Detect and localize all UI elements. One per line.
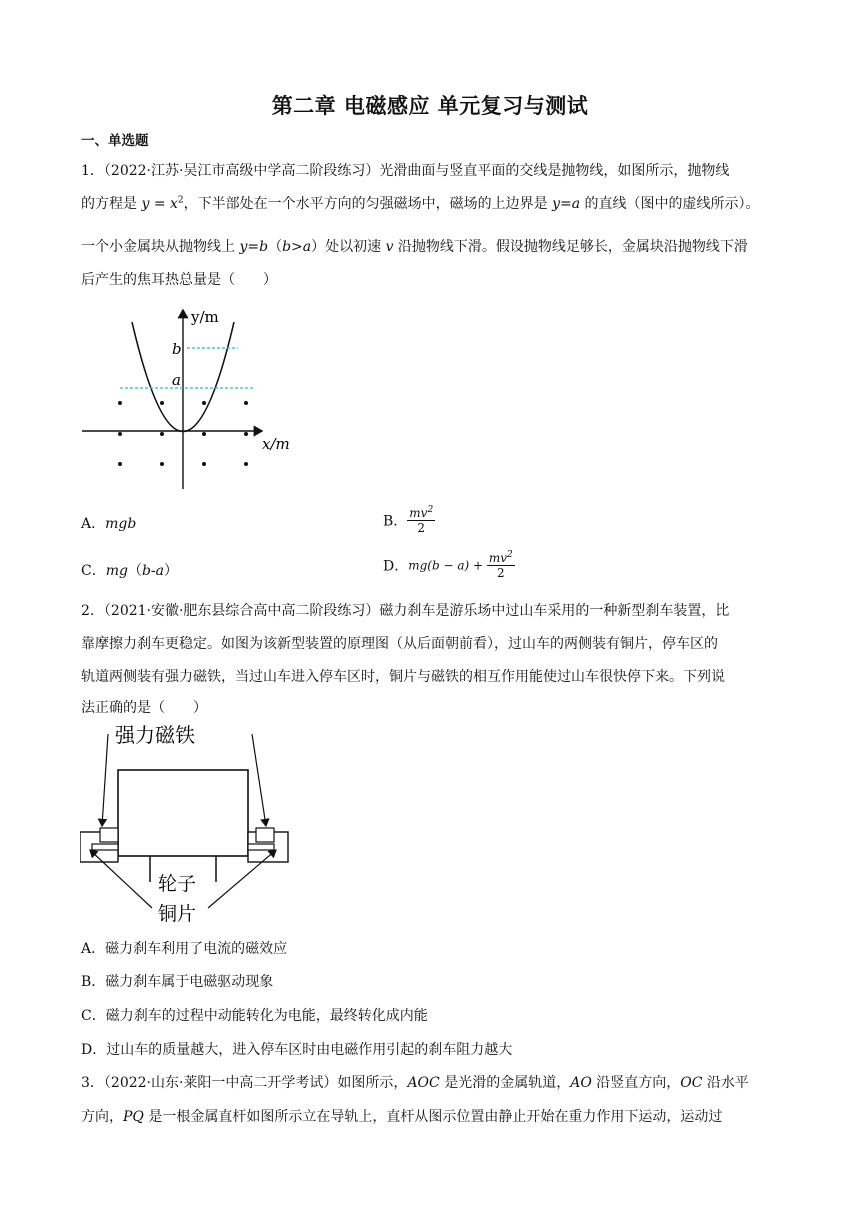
right-copper-plate	[248, 844, 274, 850]
q2-option-d: D．过山车的质量越大，进入停车区时由电磁作用引起的刹车阻力越大	[81, 1042, 513, 1058]
q1-line-2: 的方程是 $y = x^2$，下半部处在一个水平方向的匀强磁场中，磁场的上边界是 y=a 的直线（图中的虚线所示）。	[81, 195, 760, 212]
q2-option-b: B．磁力刹车属于电磁驱动现象	[81, 974, 274, 990]
car-body	[118, 770, 248, 856]
parabola-figure	[82, 304, 302, 494]
q1-line-4: 后产生的焦耳热总量是（ ）	[81, 272, 277, 288]
q2-line-3: 轨道两侧装有强力磁铁，当过山车进入停车区时，铜片与磁铁的相互作用能使过山车很快停下来。下列说	[81, 669, 725, 685]
q3-line-1: 3．（2022·山东·莱阳一中高二开学考试）如图所示，AOC 是光滑的金属轨道，AO 沿竖直方向，OC 沿水平	[81, 1075, 749, 1091]
q2-line-2: 靠摩擦力刹车更稳定。如图为该新型装置的原理图（从后面朝前看），过山车的两侧装有铜片，停车区的	[81, 636, 718, 652]
q1-option-b: B． $\frac{mv^2}{2}$	[383, 505, 434, 536]
x-axis-label: x/m	[262, 435, 290, 453]
left-copper-plate	[92, 844, 118, 850]
label-b: b	[172, 340, 182, 358]
left-magnet	[100, 828, 118, 842]
q1-option-a: A．mgb	[81, 516, 137, 532]
q1-line-3: 一个小金属块从抛物线上 y=b（b>a）处以初速 v 沿抛物线下滑。假设抛物线足够长，金属块沿抛物线下滑	[81, 239, 748, 255]
copper-label: 铜片	[158, 903, 197, 925]
q1-line-1: 1．（2022·江苏·吴江市高级中学高二阶段练习）光滑曲面与竖直平面的交线是抛物线，如图所示，抛物线	[81, 163, 730, 179]
q2-option-c: C．磁力刹车的过程中动能转化为电能，最终转化成内能	[81, 1008, 428, 1024]
page-title: 第二章 电磁感应 单元复习与测试	[271, 94, 589, 118]
right-magnet	[256, 828, 274, 842]
q2-line-4: 法正确的是（ ）	[81, 700, 207, 716]
q3-line-2: 方向，PQ 是一根金属直杆如图所示立在导轨上，直杆从图示位置由静止开始在重力作用下运动，运动过	[81, 1109, 723, 1125]
magnetic-brake-figure	[80, 720, 300, 930]
q2-option-a: A．磁力刹车利用了电流的磁效应	[81, 941, 288, 957]
magnet-label: 强力磁铁	[115, 723, 195, 747]
q1-option-d: D．mg(b − a) + $\frac{mv^2}{2}$	[383, 550, 513, 581]
y-axis-label: y/m	[191, 308, 219, 326]
wheel-label: 轮子	[158, 873, 197, 895]
section-heading: 一、单选题	[81, 133, 149, 149]
q2-line-1: 2．（2021·安徽·肥东县综合高中高二阶段练习）磁力刹车是游乐场中过山车采用的一种新型刹车装置，比	[81, 603, 730, 619]
q1-option-c: C．mg（b-a）	[81, 563, 179, 579]
label-a: a	[172, 371, 181, 389]
